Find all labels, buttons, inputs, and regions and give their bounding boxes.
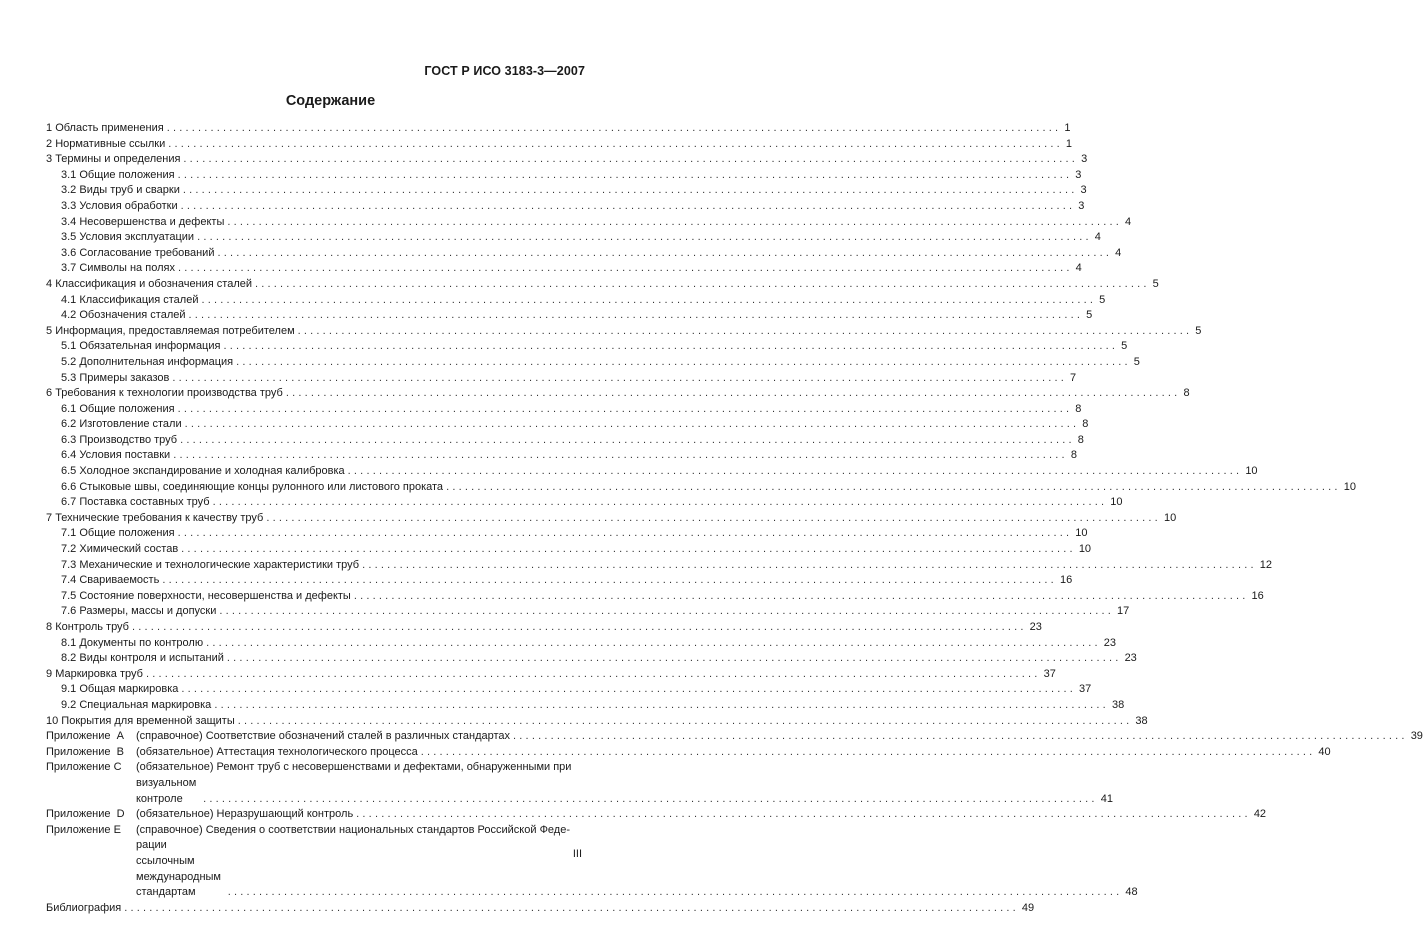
toc-entry[interactable]: [46, 417, 1089, 433]
toc-title: Содержание: [285, 93, 376, 109]
toc-annex-label-line2: визуальном контроле: [136, 776, 197, 805]
toc-annex-e[interactable]: [46, 823, 1138, 901]
toc-leader-dots: ...............................................................................................................................................: [181, 543, 1076, 556]
toc-page-number: 23: [1124, 652, 1137, 665]
toc-bibliography[interactable]: [46, 901, 1035, 917]
toc-entry-label: Виды контроля и испытаний: [79, 652, 224, 665]
toc-entry[interactable]: [46, 636, 1116, 652]
toc-entry[interactable]: [46, 573, 1073, 589]
toc-entry[interactable]: [46, 526, 1088, 542]
toc-annex-number: Приложение B: [46, 745, 124, 758]
toc-annex-a[interactable]: [46, 729, 1423, 745]
toc-leader-dots: ...............................................................................................................................................: [353, 589, 1249, 602]
toc-entry[interactable]: [46, 183, 1087, 199]
toc-entries: [46, 121, 1356, 729]
toc-entry[interactable]: [46, 402, 1082, 418]
toc-page-number: 4: [1075, 262, 1082, 275]
toc-page-number: 3: [1080, 184, 1087, 197]
toc-leader-dots: ...............................................................................................................................................: [217, 246, 1113, 259]
toc-entry[interactable]: [46, 324, 1202, 340]
toc-page-number: 3: [1081, 153, 1088, 166]
toc-entry[interactable]: [46, 386, 1190, 402]
toc-entry-number: 2: [46, 137, 56, 150]
toc-entry-number: 5: [46, 324, 56, 337]
toc-page-number: 10: [1075, 527, 1088, 540]
toc-entry-number: 3.2: [61, 184, 80, 197]
toc-annex-number: Приложение A: [46, 730, 124, 743]
toc-entry-label: Холодное экспандирование и холодная калибровка: [79, 465, 345, 478]
table-of-contents: [46, 121, 1423, 916]
toc-entry-number: 4: [46, 277, 56, 290]
toc-entry-label: Обозначения сталей: [79, 309, 186, 322]
toc-entry-number: 7: [46, 511, 56, 524]
toc-entry-label: Термины и определения: [55, 153, 181, 166]
toc-annex-c[interactable]: [46, 760, 1113, 807]
toc-entry[interactable]: [46, 308, 1093, 324]
toc-page-number: 40: [1318, 745, 1331, 758]
toc-entry-label: Общие положения: [79, 402, 175, 415]
toc-page-number: 16: [1251, 589, 1264, 602]
toc-entry-label: Покрытия для временной защиты: [61, 714, 235, 727]
toc-leader-dots: ...............................................................................................................................................: [206, 636, 1101, 649]
toc-entry-number: 6.5: [61, 465, 80, 478]
toc-entry-number: 6.6: [61, 480, 80, 493]
toc-entry-label: Библиография: [46, 901, 122, 914]
toc-page-number: 4: [1125, 215, 1132, 228]
toc-entry[interactable]: [46, 277, 1159, 293]
toc-entry-number: 6.7: [61, 496, 80, 509]
toc-entry-label: Изготовление стали: [79, 418, 182, 431]
toc-page-number: 37: [1043, 667, 1056, 680]
toc-leader-dots: ...............................................................................................................................................: [255, 277, 1150, 290]
toc-leader-dots: ...............................................................................................................................................: [188, 309, 1084, 322]
toc-entry-label: Информация, предоставляемая потребителем: [55, 324, 295, 337]
toc-page-number: 5: [1121, 340, 1128, 353]
toc-entry[interactable]: [46, 261, 1082, 277]
toc-page-number: 4: [1094, 231, 1101, 244]
toc-entry-number: 7.4: [61, 574, 80, 587]
toc-leader-dots: ...............................................................................................................................................: [219, 605, 1114, 618]
toc-entry-number: 6.2: [61, 418, 80, 431]
toc-entry-label: Состояние поверхности, несовершенства и дефекты: [79, 589, 351, 602]
toc-entry[interactable]: [46, 433, 1084, 449]
toc-page-number: 39: [1410, 730, 1423, 743]
toc-entry[interactable]: [46, 698, 1125, 714]
toc-page-number: 5: [1086, 309, 1093, 322]
toc-entry-number: 7.5: [61, 589, 80, 602]
toc-leader-dots: ...............................................................................................................................................: [223, 340, 1119, 353]
toc-page-number: 5: [1133, 355, 1140, 368]
toc-annex-label-line1: (обязательное) Ремонт труб с несовершенствами и дефектами, обнаруженными при: [136, 761, 572, 774]
toc-entry[interactable]: [46, 714, 1148, 730]
toc-page-number: 3: [1078, 199, 1085, 212]
toc-page-number: 16: [1059, 574, 1073, 587]
toc-leader-dots: ...............................................................................................................................................: [266, 511, 1161, 524]
toc-entry-label: Размеры, массы и допуски: [79, 605, 217, 618]
toc-entry-number: 8.1: [61, 636, 80, 649]
toc-page-number: 38: [1135, 714, 1148, 727]
toc-entry-label: Производство труб: [79, 433, 178, 446]
toc-entry-number: 5.3: [61, 371, 80, 384]
page-number: III: [572, 848, 582, 860]
toc-entry-label: Общие положения: [79, 527, 175, 540]
toc-entry[interactable]: [46, 152, 1088, 168]
toc-annex-number: Приложение D: [46, 808, 125, 821]
toc-entry-number: 3.1: [61, 168, 80, 181]
toc-entry-number: 8.2: [61, 652, 80, 665]
toc-entry-label: Нормативные ссылки: [55, 137, 166, 150]
toc-page-number: 5: [1099, 293, 1106, 306]
toc-entry-label: Маркировка труб: [55, 667, 143, 680]
toc-entry-label: Символы на полях: [79, 262, 175, 275]
toc-entry-label: Условия поставки: [79, 449, 171, 462]
toc-entry[interactable]: [46, 682, 1092, 698]
toc-leader-dots: ...............................................................................................................................................: [168, 137, 1063, 150]
toc-entry-number: 9.1: [61, 683, 80, 696]
toc-leader-dots: ...............................................................................................................................................: [201, 293, 1097, 306]
toc-entry-number: 10: [46, 714, 62, 727]
toc-leader-dots: ...............................................................................................................................................: [177, 262, 1073, 275]
toc-entry-number: 7.1: [61, 527, 80, 540]
toc-entry[interactable]: [46, 495, 1123, 511]
toc-annex-label: (обязательное) Неразрушающий контроль: [136, 808, 354, 821]
toc-leader-dots: ...............................................................................................................................................: [145, 667, 1041, 680]
toc-entry-label: Стыковые швы, соединяющие концы рулонного или листового проката: [79, 480, 444, 493]
toc-entry-number: 6: [46, 387, 56, 400]
toc-entry[interactable]: [46, 215, 1132, 231]
toc-entry-label: Обязательная информация: [79, 340, 221, 353]
toc-page-number: 12: [1259, 558, 1272, 571]
toc-entry-label: Согласование требований: [79, 246, 215, 259]
toc-page-number: 5: [1195, 324, 1202, 337]
toc-entry-label: Свариваемость: [79, 574, 160, 587]
toc-annex-label: (справочное) Соответствие обозначений сталей в различных стандартах: [136, 730, 511, 743]
toc-leader-dots: ...............................................................................................................................................: [297, 324, 1193, 337]
toc-entry-label: Общая маркировка: [79, 683, 179, 696]
toc-leader-dots: ...............................................................................................................................................: [214, 698, 1109, 711]
toc-page-number: 3: [1075, 168, 1082, 181]
toc-entry-label: Документы по контролю: [79, 636, 204, 649]
toc-entry-number: 6.1: [61, 402, 80, 415]
toc-entry-label: Химический состав: [79, 543, 179, 556]
toc-leader-dots: ...............................................................................................................................................: [356, 808, 1251, 821]
toc-page-number: 8: [1077, 433, 1084, 446]
toc-entry-label: Несовершенства и дефекты: [79, 215, 225, 228]
toc-entry[interactable]: [46, 168, 1082, 184]
toc-page-number: 1: [1065, 137, 1073, 150]
toc-entry-label: Классификация и обозначения сталей: [55, 277, 253, 290]
toc-entry-label: Виды труб и сварки: [79, 184, 180, 197]
toc-entry-number: 7.2: [61, 543, 80, 556]
toc-annex-label-line2: рации ссылочным международным стандартам: [136, 839, 221, 899]
toc-entry-label: Механические и технологические характеристики труб: [79, 558, 360, 571]
toc-entry[interactable]: [46, 230, 1101, 246]
toc-entry-number: 9.2: [61, 698, 80, 711]
toc-leader-dots: ...............................................................................................................................................: [420, 745, 1316, 758]
toc-leader-dots: ...............................................................................................................................................: [177, 168, 1073, 181]
toc-page-number: 23: [1103, 636, 1116, 649]
toc-entry-number: 3.6: [61, 246, 80, 259]
toc-page-number: 41: [1100, 792, 1113, 805]
toc-entry[interactable]: [46, 199, 1085, 215]
toc-entry-number: 3.7: [61, 262, 80, 275]
toc-leader-dots: ...............................................................................................................................................: [197, 231, 1092, 244]
toc-leader-dots: ...............................................................................................................................................: [513, 730, 1408, 743]
toc-annex-d[interactable]: [46, 807, 1267, 823]
toc-entry-label: Поставка составных труб: [79, 496, 210, 509]
toc-entry[interactable]: [46, 293, 1106, 309]
toc-entry-number: 8: [46, 621, 56, 633]
toc-leader-dots: ...............................................................................................................................................: [183, 153, 1079, 166]
toc-leader-dots: ...............................................................................................................................................: [172, 371, 1068, 384]
toc-page-number: 1: [1064, 122, 1071, 134]
toc-page-number: 10: [1245, 465, 1258, 478]
toc-annex-label-line1: (справочное) Сведения о соответствии национальных стандартов Российской Феде-: [136, 823, 571, 836]
toc-leader-dots: ...............................................................................................................................................: [236, 355, 1131, 368]
toc-leader-dots: ...............................................................................................................................................: [177, 402, 1073, 415]
toc-leader-dots: ...............................................................................................................................................: [131, 621, 1027, 633]
toc-leader-dots: ...............................................................................................................................................: [446, 480, 1341, 493]
toc-page-number: 10: [1343, 480, 1356, 493]
toc-entry[interactable]: [46, 542, 1092, 558]
toc-entry-label: Условия эксплуатации: [79, 231, 195, 244]
toc-entry-number: 1: [46, 122, 56, 134]
toc-leader-dots: ...............................................................................................................................................: [182, 184, 1078, 197]
toc-leader-dots: ...............................................................................................................................................: [124, 901, 1019, 914]
toc-page-number: 8: [1070, 449, 1077, 462]
toc-leader-dots: ...............................................................................................................................................: [227, 886, 1123, 899]
toc-page-number: 37: [1079, 683, 1092, 696]
toc-entry[interactable]: [46, 448, 1077, 464]
toc-entry[interactable]: [46, 355, 1140, 371]
toc-entry-number: 3.4: [61, 215, 80, 228]
toc-entry-number: 3.3: [61, 199, 80, 212]
toc-entry-label: Общие положения: [79, 168, 175, 181]
toc-annex-label: (обязательное) Аттестация технологического процесса: [136, 745, 418, 758]
toc-entry-label: Область применения: [55, 122, 164, 134]
toc-leader-dots: ...............................................................................................................................................: [180, 199, 1076, 212]
toc-leader-dots: ...............................................................................................................................................: [181, 683, 1077, 696]
toc-entry-number: 4.1: [61, 293, 80, 306]
toc-leader-dots: ...............................................................................................................................................: [203, 792, 1098, 805]
toc-page-number: 8: [1183, 387, 1190, 400]
toc-entry[interactable]: [46, 371, 1077, 387]
toc-entry[interactable]: [46, 464, 1258, 480]
toc-entry[interactable]: [46, 339, 1128, 355]
toc-leader-dots: ...............................................................................................................................................: [285, 387, 1181, 400]
toc-leader-dots: ...............................................................................................................................................: [184, 418, 1080, 431]
toc-entry[interactable]: [46, 511, 1177, 527]
toc-entry-number: 7.6: [61, 605, 80, 618]
toc-entry-label: Контроль труб: [55, 621, 129, 633]
toc-entry-label: Условия обработки: [79, 199, 178, 212]
toc-annex-number: Приложение C: [46, 761, 122, 774]
toc-entry[interactable]: [46, 558, 1272, 574]
toc-entry-label: Технические требования к качеству труб: [55, 511, 264, 524]
toc-annex-number: Приложение E: [46, 823, 121, 836]
toc-leader-dots: ...............................................................................................................................................: [226, 652, 1122, 665]
toc-page-number: 42: [1253, 808, 1267, 821]
toc-leader-dots: ...............................................................................................................................................: [173, 449, 1068, 462]
toc-page-number: 10: [1078, 543, 1092, 556]
toc-entry[interactable]: [46, 667, 1056, 683]
toc-entry-label: Дополнительная информация: [79, 355, 234, 368]
toc-page-number: 8: [1082, 418, 1089, 431]
toc-entry[interactable]: [46, 620, 1042, 636]
toc-leader-dots: ...............................................................................................................................................: [162, 574, 1057, 587]
toc-leader-dots: ...............................................................................................................................................: [166, 122, 1062, 134]
toc-page-number: 49: [1021, 901, 1035, 914]
toc-page-number: 48: [1125, 886, 1138, 899]
toc-entry-number: 4.2: [61, 309, 80, 322]
toc-page-number: 10: [1163, 511, 1177, 524]
toc-entry[interactable]: [46, 137, 1073, 153]
toc-leader-dots: ...............................................................................................................................................: [227, 215, 1122, 228]
toc-page-number: 10: [1110, 496, 1123, 509]
toc-entry[interactable]: [46, 589, 1264, 605]
toc-leader-dots: ...............................................................................................................................................: [362, 558, 1257, 571]
toc-entry-number: 9: [46, 667, 56, 680]
toc-entry-number: 6.4: [61, 449, 80, 462]
toc-leader-dots: ...............................................................................................................................................: [212, 496, 1108, 509]
toc-entry-number: 5.2: [61, 355, 80, 368]
toc-entry[interactable]: [46, 246, 1122, 262]
toc-entry-number: 7.3: [61, 558, 80, 571]
toc-page-number: 7: [1070, 371, 1077, 384]
toc-entry[interactable]: [46, 604, 1130, 620]
toc-leader-dots: ...............................................................................................................................................: [177, 527, 1073, 540]
toc-entry-label: Примеры заказов: [79, 371, 170, 384]
toc-entry-number: 6.3: [61, 433, 80, 446]
toc-entry-label: Требования к технологии производства труб: [55, 387, 283, 400]
toc-page-number: 5: [1152, 277, 1159, 290]
toc-entry-number: 3.5: [61, 231, 80, 244]
document-code: ГОСТ Р ИСО 3183-3—2007: [424, 64, 585, 78]
toc-page-number: 23: [1029, 621, 1042, 633]
toc-annex-b[interactable]: [46, 745, 1331, 761]
toc-entry-number: 3: [46, 153, 56, 166]
toc-leader-dots: ...............................................................................................................................................: [180, 433, 1075, 446]
toc-page-number: 17: [1117, 605, 1130, 618]
toc-page-number: 4: [1115, 246, 1122, 259]
toc-entry-label: Специальная маркировка: [79, 698, 212, 711]
toc-page-number: 8: [1075, 402, 1082, 415]
toc-leader-dots: ...............................................................................................................................................: [237, 714, 1133, 727]
toc-entry[interactable]: [46, 121, 1071, 137]
toc-leader-dots: ...............................................................................................................................................: [347, 465, 1243, 478]
toc-entry[interactable]: [46, 651, 1137, 667]
toc-entry[interactable]: [46, 480, 1356, 496]
toc-entry-number: 5.1: [61, 340, 80, 353]
toc-entry-label: Классификация сталей: [79, 293, 199, 306]
toc-page-number: 38: [1111, 698, 1125, 711]
